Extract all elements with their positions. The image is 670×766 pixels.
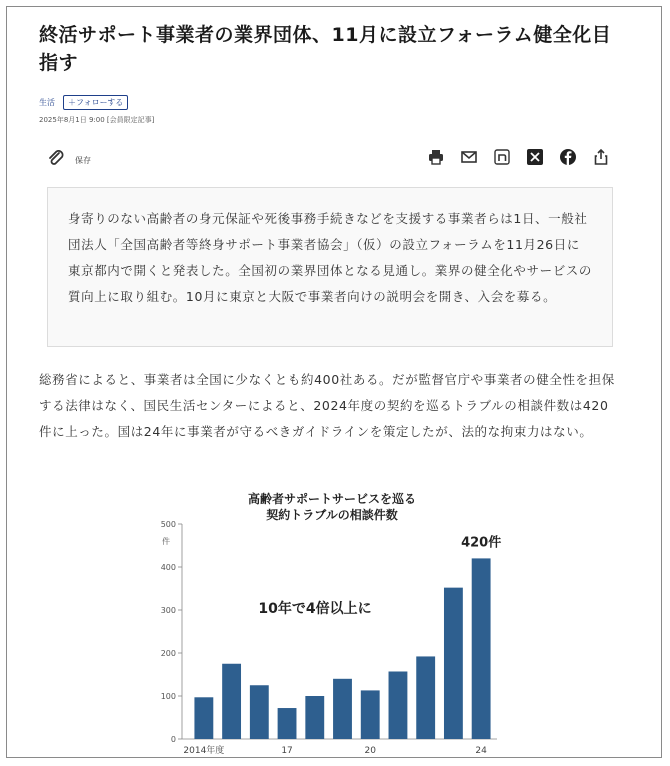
bar-2021 (389, 671, 408, 739)
chart-annotation: 10年で4倍以上に (258, 601, 372, 617)
y-tick-label: 100 (160, 692, 176, 701)
save-button[interactable] (47, 149, 91, 171)
save-label: 保存 (75, 155, 91, 165)
article-body: 総務省によると、事業者は全国に少なくとも約400社ある。だが監督官庁や事業者の健全性を担保する法律はなく、国民生活センターによると、2024年度の契約を巡るトラブルの相談件数は420件に上った。国は24年に事業者が守るべきガイドラインを策定したが、法的な拘束力はない。 (39, 372, 615, 439)
article-frame (6, 6, 662, 758)
y-tick-label: 0 (170, 735, 176, 744)
y-axis-unit: 件 (162, 537, 170, 546)
article-headline: 終活サポート事業者の業界団体、11月に設立フォーラム健全化目指す (39, 24, 612, 74)
y-tick-label: 300 (160, 606, 176, 615)
x-tick-label: 24 (475, 746, 487, 756)
bar-2017 (278, 708, 297, 739)
x-tick-label: 20 (364, 746, 376, 756)
mail-icon[interactable] (459, 147, 479, 167)
data-label-2024: 420件 (461, 535, 502, 551)
follow-button[interactable] (63, 95, 128, 110)
chart-title: 高齢者サポートサービスを巡る (247, 492, 417, 506)
bar-2023 (444, 588, 463, 739)
follow-label: フォローする (76, 98, 124, 107)
share-icons (426, 147, 611, 167)
x-tick-label: 2014年度 (183, 746, 225, 756)
bar-2019 (333, 679, 352, 739)
meta-row (39, 95, 128, 110)
y-tick-label: 500 (160, 520, 176, 529)
bar-chart (147, 489, 527, 758)
toolbar (39, 147, 611, 171)
bar-2016 (250, 685, 269, 739)
chart-title: 契約トラブルの相談件数 (266, 508, 398, 522)
print-icon[interactable] (426, 147, 446, 167)
bar-2020 (361, 690, 380, 739)
bar-2022 (416, 656, 435, 739)
x-tick-label: 17 (281, 746, 293, 756)
bar-2014 (194, 697, 213, 739)
y-tick-label: 200 (160, 649, 176, 658)
x-icon[interactable] (525, 147, 545, 167)
y-tick-label: 400 (160, 563, 176, 572)
bar-2024 (472, 558, 491, 739)
dateline: 2025年8月1日 9:00 [会員限定記事] (39, 116, 155, 124)
paperclip-icon (47, 149, 65, 171)
facebook-icon[interactable] (558, 147, 578, 167)
article-summary-box: 身寄りのない高齢者の身元保証や死後事務手続きなどを支援する事業者らは1日、一般社団法人「全国高齢者等終身サポート事業者協会」（仮）の設立フォーラムを11月26日に東京都内で開くと発表した。全国初の業界団体となる見通し。業界の健全化やサービスの質向上に取り組む。10月に東京と大阪で事業者向けの説明会を開き、入会を募る。 (47, 187, 613, 347)
plus-icon: ＋ (68, 98, 76, 107)
bar-2015 (222, 664, 241, 739)
share-icon[interactable] (591, 147, 611, 167)
section-link[interactable]: 生活 (39, 98, 55, 107)
bar-2018 (305, 696, 324, 739)
note-icon[interactable] (492, 147, 512, 167)
